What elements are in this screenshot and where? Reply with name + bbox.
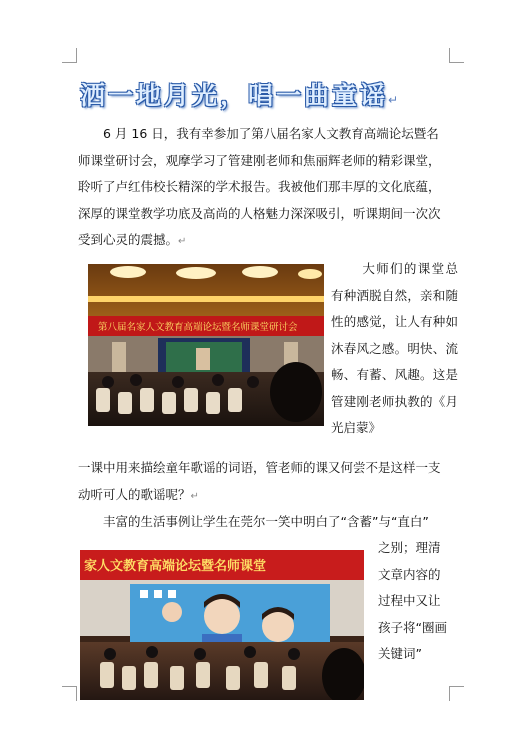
paragraph-3-text: 丰富的生活事例让学生在莞尔一笑中明白了“含蓄”与“直白”: [103, 514, 429, 529]
paragraph-3-wrap-text: 之别；理清文章内容的过程中又让孩子将“圈画关键词”: [378, 540, 447, 661]
paragraph-mark-icon: ↵: [190, 490, 199, 502]
paragraph-2-wrap-text: 大师们的课堂总有种洒脱自然，亲和随性的感觉，让人有种如沐春风之感。明快、流畅、有蓄、风趣。这是管建刚老师执教的《月光启蒙》: [331, 261, 458, 435]
document-title-text: 洒一地月光，唱一曲童谣: [80, 81, 389, 110]
paragraph-mark-icon: ↵: [178, 236, 187, 247]
crop-mark-bottom-left: [62, 686, 77, 701]
paragraph-3-wrapped: [378, 535, 452, 668]
banner-text: 家人文教育高端论坛暨名师课堂: [84, 559, 267, 574]
crop-mark-bottom-right: [449, 686, 464, 701]
conference-hall-photo: [88, 264, 324, 426]
paragraph-3: [78, 509, 450, 536]
paragraph-mark-icon: ↵: [388, 93, 399, 107]
paragraph-1: [78, 121, 450, 256]
document-title: [80, 76, 460, 110]
conference-hall-image: [88, 264, 324, 426]
paragraph-2-continued: [78, 455, 450, 510]
banner-text: 第八届名家人文教育高端论坛暨名师课堂研讨会: [98, 322, 298, 333]
classroom-children-photo: [80, 550, 364, 700]
paragraph-2-wrapped: [331, 256, 458, 442]
paragraph-2-cont-text: 一课中用来描绘童年歌谣的词语，管老师的课又何尝不是这样一支动听可人的歌谣呢？: [78, 460, 441, 502]
paragraph-1-text: 6 月 16 日，我有幸参加了第八届名家人文教育高端论坛暨名师课堂研讨会，观摩学习了管建刚老师和焦丽辉老师的精彩课堂，聆听了卢红伟校长精深的学术报告。我被他们那丰厚的文化底蕴，深厚的课堂教学功底及高尚的人格魅力深深吸引，听课期间一次次受到心灵的震撼。: [78, 126, 441, 247]
classroom-children-image: [80, 550, 364, 700]
crop-mark-top-left: [62, 48, 77, 63]
crop-mark-top-right: [449, 48, 464, 63]
